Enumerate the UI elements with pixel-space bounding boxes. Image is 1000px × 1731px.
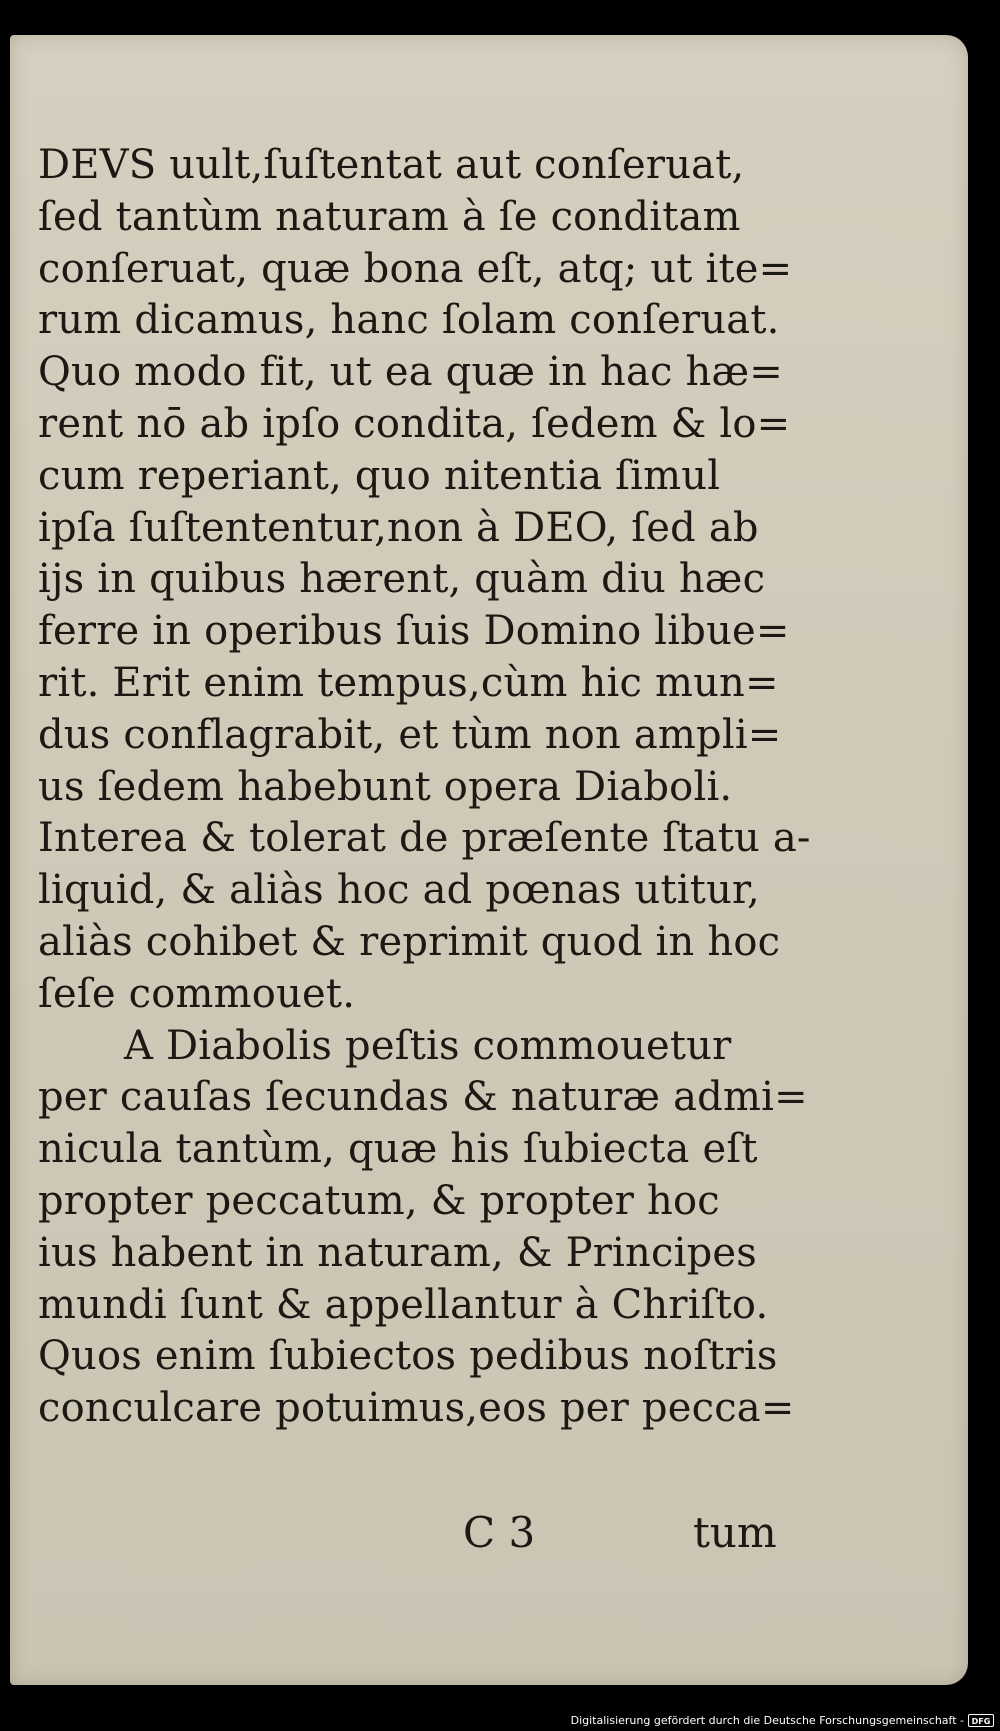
text-line: Quos enim ſubiectos pedibus noſtris [38, 1333, 778, 1380]
text-line: us ſedem habebunt opera Diaboli. [38, 763, 733, 810]
text-line: per cauſas ſecundas & naturæ admi= [38, 1074, 808, 1121]
text-line: ijs in quibus hærent, quàm diu hæc [38, 556, 766, 603]
book-page [10, 35, 968, 1685]
text-line: cum reperiant, quo nitentia ſimul [38, 452, 721, 499]
text-line: propter peccatum, & propter hoc [38, 1177, 720, 1224]
page-text-block [38, 140, 811, 1557]
text-line: ſeſe commouet. [38, 970, 356, 1017]
funding-credit: Digitalisierung gefördert durch die Deutsche Forschungsgemeinschaft - [570, 1714, 964, 1727]
text-line: rit. Erit enim tempus,cùm hic mun= [38, 659, 779, 706]
text-line: aliàs cohibet & reprimit quod in hoc [38, 918, 781, 965]
text-line: ferre in operibus ſuis Domino libue= [38, 608, 790, 655]
signature-mark: C 3 [463, 1508, 536, 1557]
paragraph-start-line: A Diabolis peſtis commouetur [124, 1022, 732, 1069]
text-line: mundi ſunt & appellantur à Chriſto. [38, 1281, 769, 1328]
text-line: liquid, & aliàs hoc ad pœnas utitur, [38, 867, 760, 914]
text-line: DEVS uult,ſuſtentat aut conſeruat, [38, 142, 745, 188]
text-line: ſed tantùm naturam à ſe conditam [38, 193, 741, 240]
text-line: rent nō ab ipſo condita, ſedem & lo= [38, 400, 791, 447]
text-line: conſeruat, quæ bona eſt, atq; ut ite= [38, 245, 793, 292]
text-line: conculcare potuimus,eos per pecca= [38, 1385, 795, 1432]
catchword: tum [693, 1508, 777, 1557]
text-line: ipſa ſuſtententur,non à DEO, ſed ab [38, 504, 759, 551]
text-line: rum dicamus, hanc ſolam conſeruat. [38, 297, 780, 344]
page-foot-line [38, 1506, 778, 1560]
text-line: dus conflagrabit, et tùm non ampli= [38, 711, 782, 758]
text-line: Interea & tolerat de præſente ſtatu a- [38, 815, 811, 862]
text-line: Quo modo fit, ut ea quæ in hac hæ= [38, 349, 784, 396]
dfg-logo: DFG [968, 1714, 994, 1727]
text-line: nicula tantùm, quæ his ſubiecta eſt [38, 1126, 758, 1173]
text-line: ius habent in naturam, & Principes [38, 1229, 757, 1276]
footer-bar [0, 1709, 1000, 1731]
